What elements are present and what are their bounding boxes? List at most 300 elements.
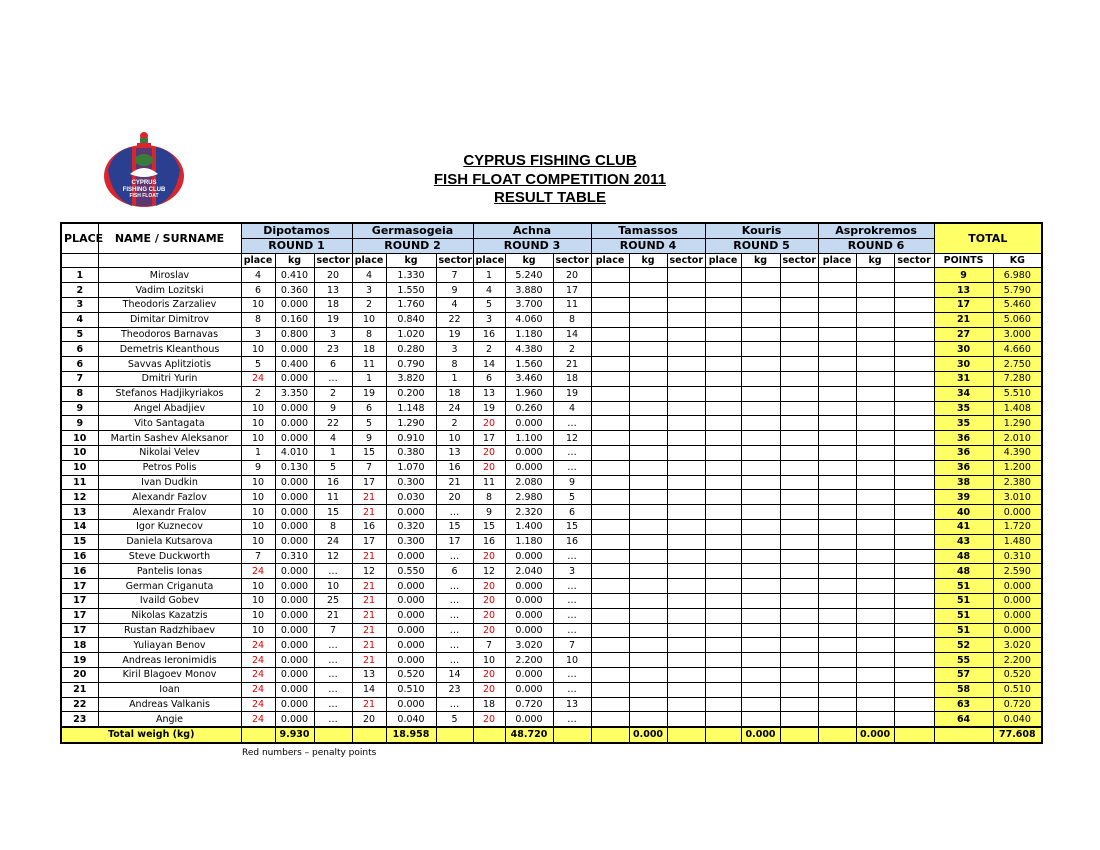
round-5-sector-cell [780,564,818,579]
round-1-kg-cell: 0.000 [275,519,314,534]
round-2-kg-cell: 0.790 [386,357,436,372]
round-6-kg-cell [856,608,894,623]
sub-header-place: place [352,253,386,268]
name-cell: Vadim Lozitski [98,283,241,298]
round-2-sector-cell: 4 [436,297,473,312]
round-3-sector-cell: … [553,712,591,727]
round-5-sector-cell [780,682,818,697]
round-1-kg-cell: 0.000 [275,653,314,668]
table-row [61,357,1042,372]
place-cell: 7 [61,371,98,386]
total-blank [780,727,818,743]
round-4-kg-cell [629,357,667,372]
round-3-sector-cell: 16 [553,534,591,549]
round-5-kg-cell [741,608,780,623]
round-6-place-cell [818,697,856,712]
name-cell: German Criganuta [98,579,241,594]
round-2-sector-cell: 16 [436,460,473,475]
table-row [61,401,1042,416]
round-1-place-cell: 10 [241,623,275,638]
total-kg-cell: 3.010 [993,490,1042,505]
total-label: Total weigh (kg) [61,727,241,743]
round-5-sector-cell [780,534,818,549]
sub-header-kg: kg [275,253,314,268]
round-3-kg-cell: 0.000 [505,579,553,594]
round-5-sector-cell [780,416,818,431]
table-row [61,297,1042,312]
place-cell: 1 [61,268,98,283]
round-5-sector-cell [780,445,818,460]
round-3-kg-cell: 0.000 [505,682,553,697]
round-3-kg-cell: 0.000 [505,416,553,431]
total-kg-cell: 0.720 [993,697,1042,712]
round-6-place-cell [818,371,856,386]
round-2-sector-cell: 13 [436,445,473,460]
sub-header-kg: kg [505,253,553,268]
round-4-kg-cell [629,549,667,564]
round-6-place-cell [818,312,856,327]
round-1-kg-cell: 0.000 [275,638,314,653]
round-2-kg-cell: 1.550 [386,283,436,298]
round-1-kg-cell: 0.400 [275,357,314,372]
total-blank [553,727,591,743]
table-row [61,519,1042,534]
points-cell: 9 [934,268,993,283]
total-kg-cell: 1.408 [993,401,1042,416]
round-3-kg-cell: 2.320 [505,505,553,520]
points-cell: 41 [934,519,993,534]
round-4-place-cell [591,357,629,372]
name-cell: Vito Santagata [98,416,241,431]
round-3-kg-cell: 5.240 [505,268,553,283]
round-3-sector-cell: … [553,623,591,638]
round-3-place-cell: 20 [473,460,505,475]
round-2-place-cell: 7 [352,460,386,475]
round-6-sector-cell [894,623,934,638]
table-row [61,342,1042,357]
round-5-place-cell [705,490,741,505]
name-cell: Angie [98,712,241,727]
round-3-place-cell: 12 [473,564,505,579]
round-4-place-cell [591,445,629,460]
total-kg-cell: 0.310 [993,549,1042,564]
round-4-sector-cell [667,667,705,682]
round-4-place-cell [591,519,629,534]
total-kg-cell: 2.200 [993,653,1042,668]
points-cell: 51 [934,608,993,623]
round-4-kg-cell [629,564,667,579]
round-6-sector-cell [894,653,934,668]
points-cell: 27 [934,327,993,342]
round-6-kg-cell [856,297,894,312]
name-cell: Alexandr Fralov [98,505,241,520]
round-4-kg-cell [629,505,667,520]
round-2-kg-cell: 0.000 [386,549,436,564]
round-1-sector-cell: 18 [314,297,352,312]
round-4-sector-cell [667,327,705,342]
round-2-sector-cell: … [436,623,473,638]
points-cell: 36 [934,460,993,475]
round-1-place-cell: 2 [241,386,275,401]
round-1-sector-cell: 22 [314,416,352,431]
round-3-sector-cell: … [553,460,591,475]
round-5-kg-cell [741,579,780,594]
venue-header: Dipotamos [241,223,352,238]
round-3-sector-cell: 20 [553,268,591,283]
round-2-sector-cell: … [436,697,473,712]
round-5-sector-cell [780,549,818,564]
round-6-sector-cell [894,564,934,579]
table-row [61,549,1042,564]
total-kg-cell: 0.040 [993,712,1042,727]
round-6-kg-cell [856,593,894,608]
total-kg-cell: 0.000 [993,579,1042,594]
round-4-sector-cell [667,623,705,638]
round-4-place-cell [591,682,629,697]
round-1-kg-cell: 0.000 [275,505,314,520]
round-1-sector-cell: 16 [314,475,352,490]
round-2-place-cell: 17 [352,534,386,549]
name-cell: Miroslav [98,268,241,283]
sub-header-sector: sector [780,253,818,268]
round-1-kg-cell: 0.000 [275,431,314,446]
round-header: ROUND 1 [241,238,352,253]
round-5-place-cell [705,623,741,638]
round-4-sector-cell [667,697,705,712]
round-6-sector-cell [894,593,934,608]
round-2-place-cell: 21 [352,490,386,505]
svg-text:FISHING CLUB: FISHING CLUB [122,187,166,193]
round-header: ROUND 2 [352,238,473,253]
total-kg-cell: 3.000 [993,327,1042,342]
round-5-kg-cell [741,357,780,372]
points-cell: 30 [934,357,993,372]
points-cell: 34 [934,386,993,401]
round-4-sector-cell [667,519,705,534]
round-4-kg-cell [629,667,667,682]
place-cell: 18 [61,638,98,653]
round-2-place-cell: 17 [352,475,386,490]
round-6-place-cell [818,712,856,727]
round-5-place-cell [705,564,741,579]
round-1-place-cell: 10 [241,608,275,623]
round-5-sector-cell [780,401,818,416]
table-row [61,416,1042,431]
round-6-sector-cell [894,460,934,475]
round-5-sector-cell [780,312,818,327]
place-cell: 8 [61,386,98,401]
round-2-place-cell: 5 [352,416,386,431]
round-1-sector-cell: … [314,682,352,697]
place-cell: 10 [61,460,98,475]
round-1-kg-cell: 0.000 [275,297,314,312]
name-cell: Angel Abadjiev [98,401,241,416]
round-1-sector-cell: 23 [314,342,352,357]
round-4-place-cell [591,416,629,431]
round-4-sector-cell [667,312,705,327]
place-cell: 4 [61,312,98,327]
place-cell: 6 [61,342,98,357]
round-1-sector-cell: 24 [314,534,352,549]
round-3-kg-cell: 3.880 [505,283,553,298]
total-blank [591,727,629,743]
round-4-kg-cell [629,697,667,712]
round-3-sector-cell: 4 [553,401,591,416]
place-cell: 20 [61,667,98,682]
round-1-kg-cell: 0.000 [275,667,314,682]
round-6-place-cell [818,564,856,579]
round-3-sector-cell: 19 [553,386,591,401]
round-3-sector-cell: 8 [553,312,591,327]
round-6-place-cell [818,682,856,697]
round-5-kg-cell [741,445,780,460]
round-1-place-cell: 10 [241,401,275,416]
round-6-kg-cell [856,667,894,682]
round-6-sector-cell [894,638,934,653]
round-6-place-cell [818,327,856,342]
penalty-note: Red numbers – penalty points [242,748,377,758]
place-cell: 22 [61,697,98,712]
round-3-place-cell: 13 [473,386,505,401]
points-cell: 36 [934,431,993,446]
round-5-sector-cell [780,490,818,505]
round-6-kg-cell [856,327,894,342]
total-kg-cell: 0.510 [993,682,1042,697]
round-4-kg-cell [629,534,667,549]
round-1-sector-cell: 15 [314,505,352,520]
place-cell: 11 [61,475,98,490]
round-6-kg-cell [856,579,894,594]
sub-header-kg: kg [856,253,894,268]
total-kg-cell: 1.290 [993,416,1042,431]
round-4-kg-cell [629,638,667,653]
round-4-kg-cell [629,312,667,327]
round-1-sector-cell: 5 [314,460,352,475]
round-3-sector-cell: … [553,593,591,608]
round-6-kg-cell [856,697,894,712]
round-5-kg-cell [741,371,780,386]
name-cell: Theodoros Barnavas [98,327,241,342]
round-2-place-cell: 3 [352,283,386,298]
total-blank [894,727,934,743]
round-5-place-cell [705,268,741,283]
points-header: POINTS [934,253,993,268]
round-1-sector-cell: … [314,653,352,668]
round-5-kg-cell [741,460,780,475]
round-5-kg-cell [741,697,780,712]
round-2-kg-cell: 0.040 [386,712,436,727]
round-4-sector-cell [667,297,705,312]
round-6-sector-cell [894,371,934,386]
table-row [61,579,1042,594]
round-2-kg-cell: 0.000 [386,653,436,668]
round-4-kg-cell [629,460,667,475]
round-6-kg-cell [856,460,894,475]
round-2-place-cell: 12 [352,564,386,579]
sub-header-place: place [591,253,629,268]
round-3-sector-cell: … [553,549,591,564]
round-5-place-cell [705,386,741,401]
round-6-kg-cell [856,712,894,727]
round-4-sector-cell [667,283,705,298]
sub-header-kg: kg [386,253,436,268]
round-6-kg-cell [856,490,894,505]
round-4-kg-cell [629,653,667,668]
round-2-place-cell: 11 [352,357,386,372]
sub-header-place: place [473,253,505,268]
round-2-sector-cell: … [436,608,473,623]
round-5-sector-cell [780,371,818,386]
round-2-kg-cell: 0.910 [386,431,436,446]
round-6-sector-cell [894,416,934,431]
table-row [61,371,1042,386]
round-3-sector-cell: … [553,682,591,697]
name-cell: Dimitar Dimitrov [98,312,241,327]
round-1-kg-cell: 0.410 [275,268,314,283]
points-cell: 35 [934,401,993,416]
place-cell: 9 [61,416,98,431]
name-cell: Stefanos Hadjikyriakos [98,386,241,401]
round-5-place-cell [705,549,741,564]
round-6-sector-cell [894,712,934,727]
round-1-kg-cell: 0.000 [275,682,314,697]
round-3-place-cell: 20 [473,579,505,594]
round-3-kg-cell: 1.180 [505,327,553,342]
round-1-place-cell: 8 [241,312,275,327]
sub-header-kg: kg [629,253,667,268]
round-3-place-cell: 20 [473,682,505,697]
round-1-sector-cell: … [314,697,352,712]
round-6-place-cell [818,653,856,668]
round-2-sector-cell: 15 [436,519,473,534]
round-4-sector-cell [667,445,705,460]
round-6-place-cell [818,283,856,298]
place-cell: 17 [61,579,98,594]
round-3-sector-cell: 2 [553,342,591,357]
round-3-kg-cell: 0.000 [505,549,553,564]
round-5-kg-cell [741,327,780,342]
round-3-sector-cell: 3 [553,564,591,579]
sub-header-place: place [705,253,741,268]
round-2-sector-cell: … [436,579,473,594]
points-cell: 43 [934,534,993,549]
venue-header: Tamassos [591,223,705,238]
round-2-sector-cell: 10 [436,431,473,446]
round-3-place-cell: 20 [473,608,505,623]
total-header: TOTAL [934,223,1042,253]
round-1-sector-cell: 9 [314,401,352,416]
round-6-sector-cell [894,431,934,446]
round-4-place-cell [591,268,629,283]
round-1-kg-cell: 4.010 [275,445,314,460]
round-3-kg-cell: 3.700 [505,297,553,312]
round-2-sector-cell: 14 [436,667,473,682]
round-1-place-cell: 10 [241,593,275,608]
round-6-place-cell [818,401,856,416]
round-6-place-cell [818,505,856,520]
round-3-sector-cell: 18 [553,371,591,386]
name-cell: Petros Polis [98,460,241,475]
round-2-kg-cell: 0.000 [386,579,436,594]
round-1-kg-cell: 0.000 [275,579,314,594]
round-1-place-cell: 7 [241,549,275,564]
round-4-sector-cell [667,638,705,653]
round-1-kg-cell: 0.000 [275,534,314,549]
sub-header-sector: sector [314,253,352,268]
name-cell: Savvas Aplitziotis [98,357,241,372]
round-1-kg-cell: 0.000 [275,475,314,490]
total-kg-cell: 7.280 [993,371,1042,386]
round-2-sector-cell: 22 [436,312,473,327]
total-kg-cell: 4.390 [993,445,1042,460]
round-2-place-cell: 14 [352,682,386,697]
place-cell: 15 [61,534,98,549]
round-3-place-cell: 20 [473,623,505,638]
sub-header-kg: kg [741,253,780,268]
round-6-sector-cell [894,475,934,490]
name-cell: Igor Kuznecov [98,519,241,534]
round-3-kg-cell: 1.960 [505,386,553,401]
round-3-kg-cell: 0.000 [505,460,553,475]
round-6-kg-cell [856,445,894,460]
round-3-kg-cell: 0.260 [505,401,553,416]
round-3-sector-cell: … [553,608,591,623]
round-5-place-cell [705,638,741,653]
round-2-place-cell: 9 [352,431,386,446]
round-1-kg-cell: 0.000 [275,416,314,431]
points-cell: 30 [934,342,993,357]
sub-header-place: place [241,253,275,268]
round-6-place-cell [818,416,856,431]
round-1-kg-cell: 0.000 [275,608,314,623]
total-kg-cell: 3.020 [993,638,1042,653]
table-row [61,638,1042,653]
round-4-place-cell [591,401,629,416]
table-row [61,534,1042,549]
total-kg-cell: 5.510 [993,386,1042,401]
round-2-kg-cell: 0.520 [386,667,436,682]
round-1-sector-cell: 1 [314,445,352,460]
total-kg-cell: 0.000 [993,505,1042,520]
round-2-place-cell: 1 [352,371,386,386]
round-2-place-cell: 20 [352,712,386,727]
round-2-kg-cell: 0.320 [386,519,436,534]
round-3-kg-cell: 0.000 [505,667,553,682]
place-cell: 19 [61,653,98,668]
round-2-place-cell: 21 [352,608,386,623]
round-6-sector-cell [894,312,934,327]
round-4-place-cell [591,534,629,549]
round-5-kg-cell [741,638,780,653]
round-3-place-cell: 8 [473,490,505,505]
round-4-sector-cell [667,460,705,475]
points-cell: 48 [934,564,993,579]
place-header: PLACE [61,223,98,253]
name-header: NAME / SURNAME [98,223,241,253]
round-4-place-cell [591,667,629,682]
round-3-place-cell: 18 [473,697,505,712]
round-2-sector-cell: 20 [436,490,473,505]
round-5-kg-cell [741,297,780,312]
round-5-place-cell [705,401,741,416]
round-2-sector-cell: 3 [436,342,473,357]
round-3-total-kg: 48.720 [505,727,553,743]
round-4-sector-cell [667,371,705,386]
name-cell: Ivaild Gobev [98,593,241,608]
round-4-place-cell [591,549,629,564]
round-3-sector-cell: 6 [553,505,591,520]
round-1-place-cell: 10 [241,490,275,505]
